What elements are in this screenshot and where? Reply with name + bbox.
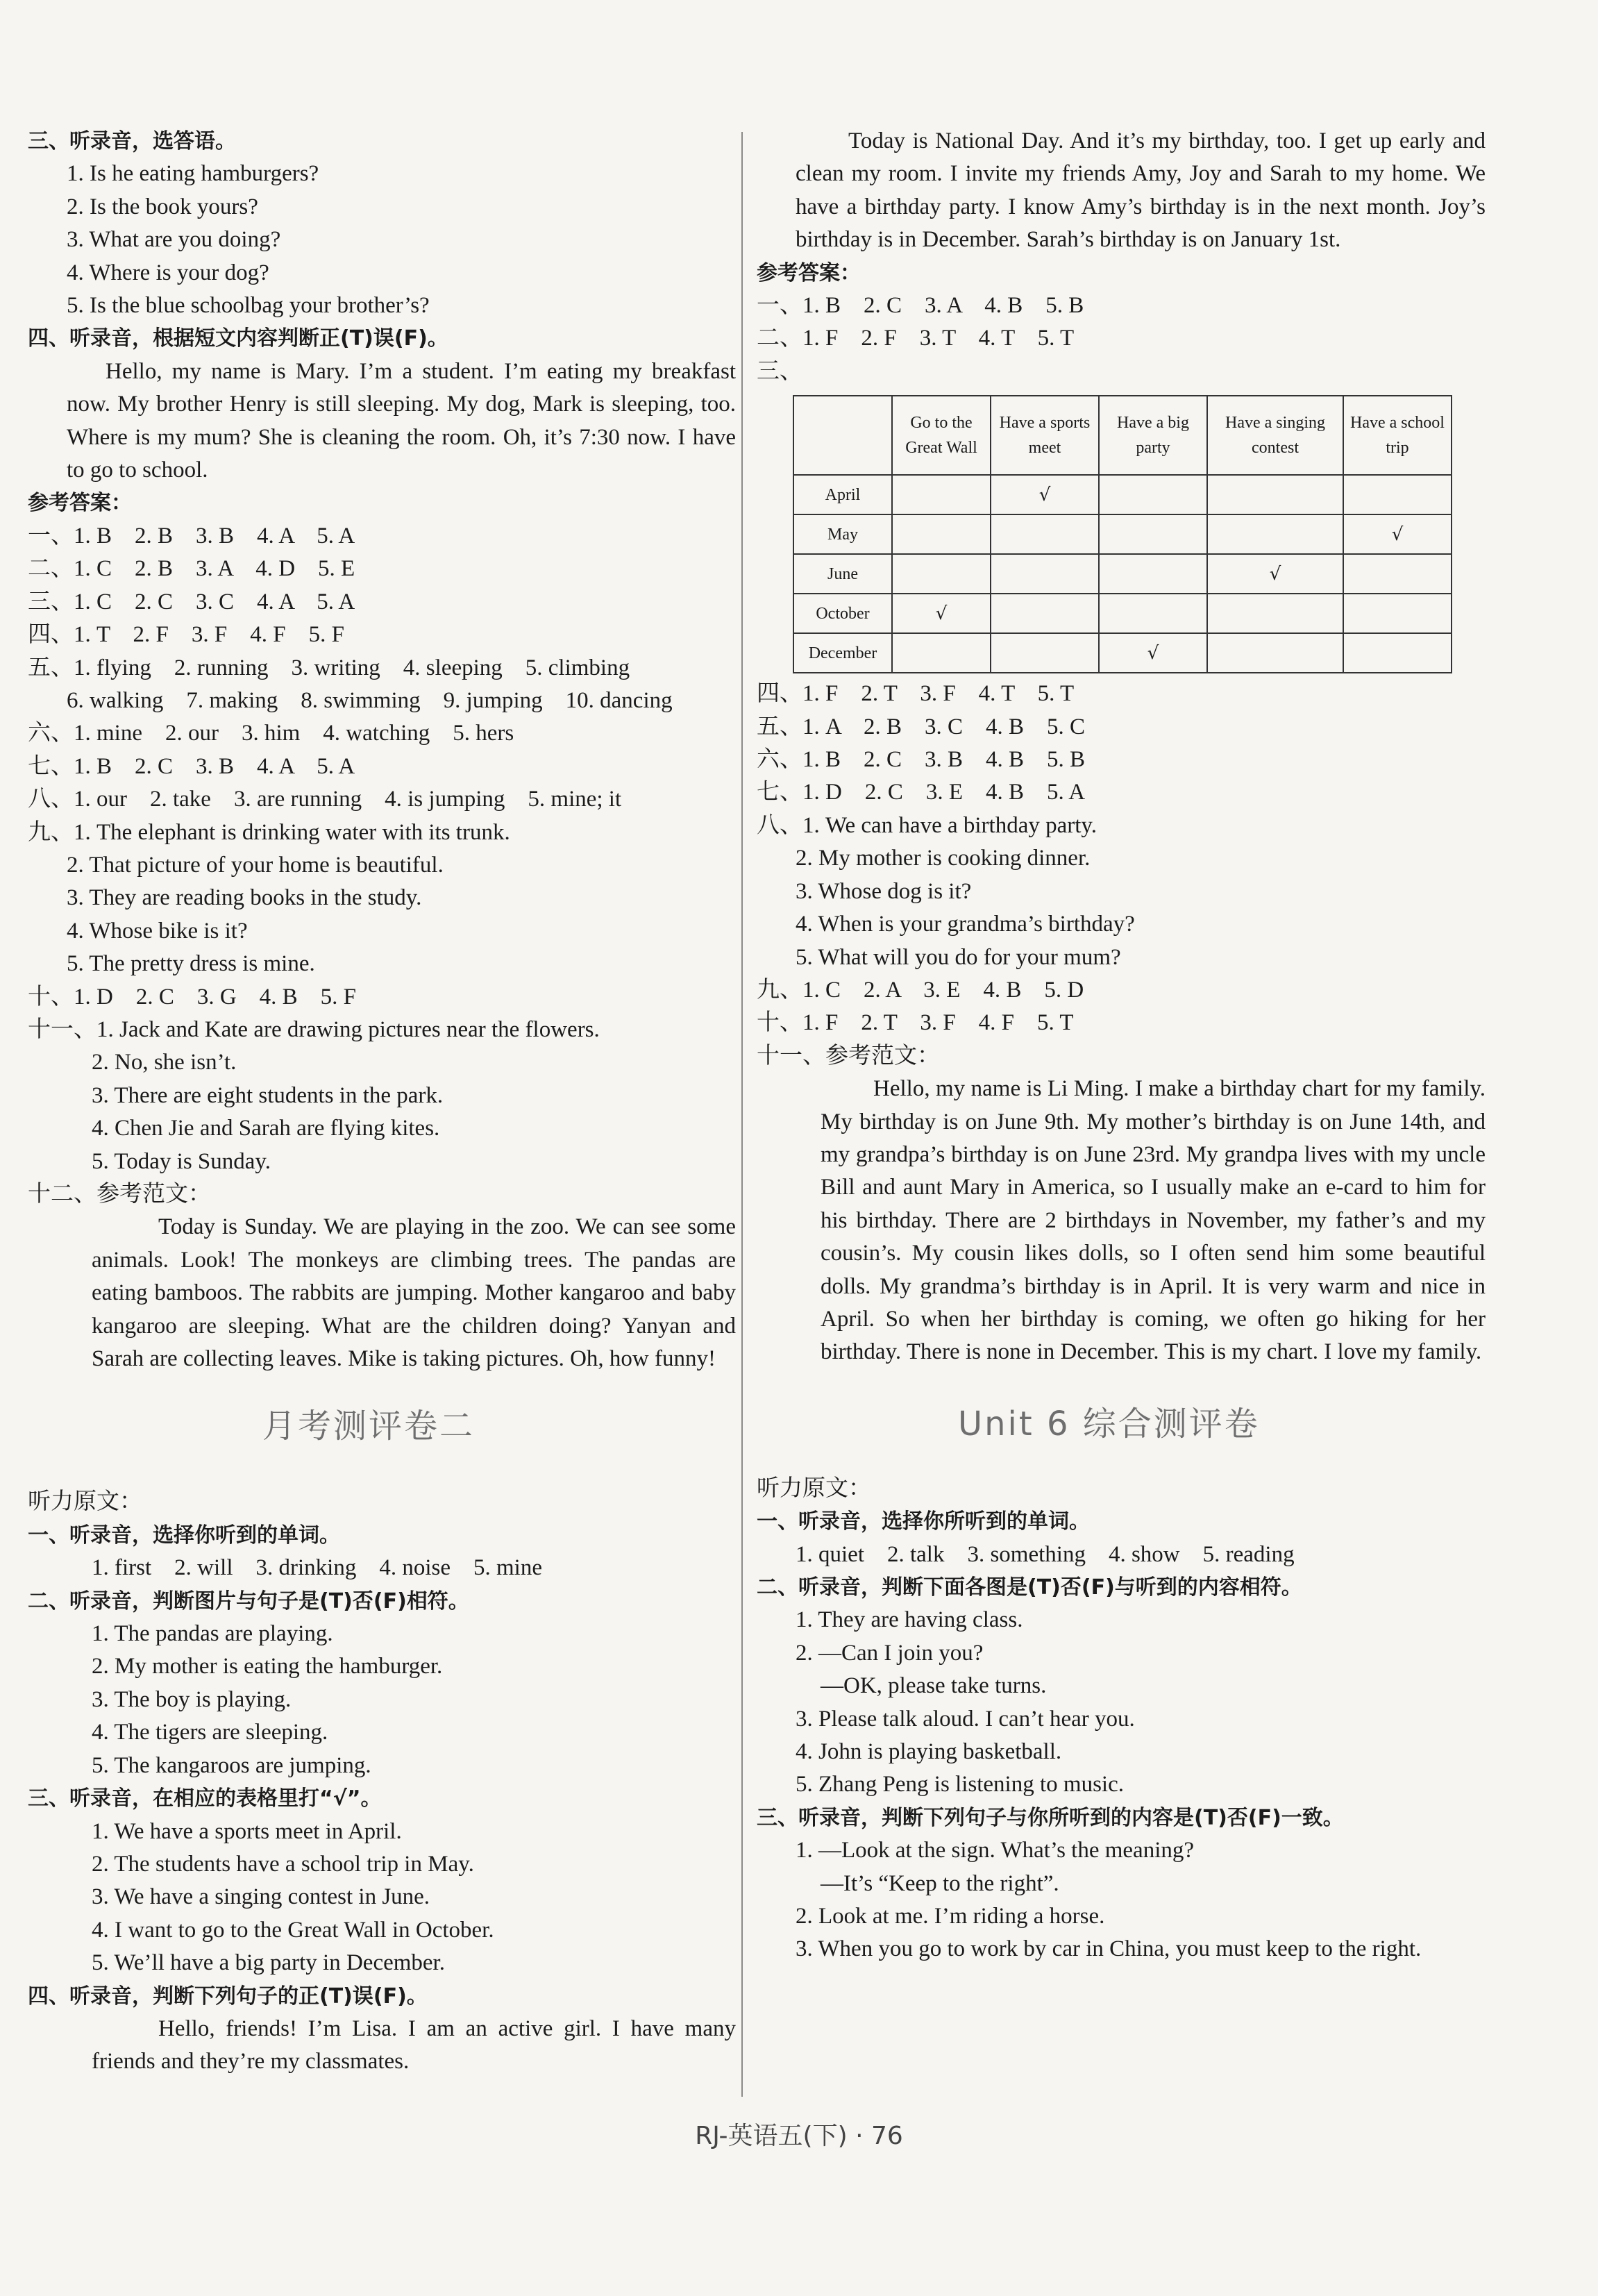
table-cell [1207, 475, 1343, 514]
answer-line: 八、1. We can have a birthday party. [757, 812, 1097, 838]
passage: Hello, my name is Mary. I’m a student. I’m eating my breakfast now. My brother Henry is still sleeping. My dog, Mark is sleeping, too. Where is my mum? She is cleaning the room. Oh, it’s 7:30 now. I have to go to school. [67, 358, 736, 483]
answer-line: 六、1. B 2. C 3. B 4. B 5. B [757, 747, 1086, 773]
answer-line: 五、1. A 2. B 3. C 4. B 5. C [757, 714, 1086, 739]
month-cell: June [793, 554, 892, 594]
list-item: 5. We’ll have a big party in December. [92, 1950, 445, 1976]
list-item: 1. We have a sports meet in April. [92, 1818, 402, 1844]
table-label: 三、 [757, 358, 802, 384]
list-item: 1. first 2. will 3. drinking 4. noise 5. mine [92, 1555, 542, 1581]
table-header-cell: Go to the Great Wall [892, 396, 991, 475]
table-row [793, 554, 1452, 594]
list-item: 4. I want to go to the Great Wall in October. [92, 1917, 494, 1943]
activity-table [793, 395, 1452, 673]
table-cell [1207, 594, 1343, 633]
table-row [793, 514, 1452, 554]
answer-line: 3. Whose dog is it? [796, 878, 972, 904]
month-cell: October [793, 594, 892, 633]
heading: 三、听录音，判断下列句子与你所听到的内容是(T)否(F)一致。 [757, 1805, 1344, 1830]
list-item: 1. They are having class. [796, 1607, 1023, 1633]
list-item: 3. The boy is playing. [92, 1686, 292, 1712]
table-cell [1099, 475, 1207, 514]
table-cell [991, 554, 1099, 594]
answers-heading: 参考答案： [757, 260, 861, 285]
table-cell [1207, 633, 1343, 673]
list-item: 2. Is the book yours? [67, 194, 258, 219]
table-row [793, 475, 1452, 514]
answers-heading: 参考答案： [28, 491, 132, 516]
list-item: 5. The kangaroos are jumping. [92, 1752, 371, 1778]
table-cell [991, 514, 1099, 554]
page-footer: RJ-英语五(下) · 76 [695, 2122, 903, 2150]
heading: 二、听录音，判断图片与句子是(T)否(F)相符。 [28, 1589, 469, 1614]
answer-line: 四、1. T 2. F 3. F 4. F 5. F [28, 622, 344, 648]
section-title: Unit 6 综合测评卷 [958, 1404, 1260, 1443]
month-cell: May [793, 514, 892, 554]
list-item: 5. Zhang Peng is listening to music. [796, 1772, 1124, 1798]
table-cell [1099, 554, 1207, 594]
answer-line: 十一、参考范文： [757, 1043, 940, 1069]
answer-line: 3. There are eight students in the park. [92, 1082, 444, 1108]
listening-label: 听力原文： [28, 1489, 142, 1515]
table-header-cell: Have a school trip [1343, 396, 1452, 475]
table-corner [793, 396, 892, 475]
table-cell [1099, 594, 1207, 633]
table-header-cell: Have a singing contest [1207, 396, 1343, 475]
list-item: 4. Where is your dog? [67, 260, 269, 285]
answer-line: 6. walking 7. making 8. swimming 9. jumping 10. dancing [67, 687, 673, 713]
left-column [28, 125, 736, 2079]
table-cell [892, 514, 991, 554]
table-cell [991, 633, 1099, 673]
month-cell: December [793, 633, 892, 673]
answer-line: 二、1. C 2. B 3. A 4. D 5. E [28, 556, 355, 582]
answer-line: 八、1. our 2. take 3. are running 4. is jumping 5. mine; it [28, 787, 622, 812]
month-cell: April [793, 475, 892, 514]
list-item: —It’s “Keep to the right”. [821, 1870, 1059, 1896]
list-item: 2. Look at me. I’m riding a horse. [796, 1904, 1105, 1929]
essay: Hello, my name is Li Ming. I make a birthday chart for my family. My birthday is on June 9th. My mother’s birthday is on June 14th, and my grandpa’s birthday is on June 23rd. My grandpa lives with my uncle Bill and aunt Mary in America, so I usually make an e-card to him for his birthday. There are 2 birthdays in November, my father’s and my cousin’s. My cousin likes dolls, so I often send him some beautiful dolls. My grandma’s birthday is in April. It is very warm and nice in April. So when her birthday is coming, we often go hiking for her birthday. There is none in December. This is my chart. I love my family. [821, 1076, 1486, 1365]
answer-line: 4. Whose bike is it? [67, 918, 248, 944]
list-item: 3. We have a singing contest in June. [92, 1884, 430, 1910]
heading: 二、听录音，判断下面各图是(T)否(F)与听到的内容相符。 [757, 1575, 1302, 1600]
answer-line: 5. What will you do for your mum? [796, 944, 1121, 970]
listening-label: 听力原文： [757, 1475, 871, 1501]
passage: Today is National Day. And it’s my birthday, too. I get up early and clean my room. I invite my friends Amy, Joy and Sarah to my home. We have a birthday party. I know Amy’s birthday is in the next month. Joy’s birthday is in December. Sarah’s birthday is on January 1st. [796, 128, 1486, 253]
answer-line: 一、1. B 2. B 3. B 4. A 5. A [28, 523, 355, 548]
heading: 四、听录音，判断下列句子的正(T)误(F)。 [28, 1984, 428, 2009]
list-item: 3. What are you doing? [67, 227, 281, 253]
table-cell [1343, 633, 1452, 673]
check-mark: √ [892, 594, 991, 633]
check-mark: √ [1343, 514, 1452, 554]
passage: Hello, friends! I’m Lisa. I am an active girl. I have many friends and they’re my classmates. [92, 2016, 736, 2075]
answer-line: 七、1. B 2. C 3. B 4. A 5. A [28, 753, 355, 779]
list-item: 4. The tigers are sleeping. [92, 1720, 328, 1745]
answer-line: 六、1. mine 2. our 3. him 4. watching 5. hers [28, 721, 514, 746]
answer-line: 四、1. F 2. T 3. F 4. T 5. T [757, 681, 1075, 707]
table-cell [1099, 514, 1207, 554]
table-cell [892, 554, 991, 594]
answer-line: 5. The pretty dress is mine. [67, 951, 315, 977]
answer-line: 2. No, she isn’t. [92, 1050, 237, 1075]
answer-line: 二、1. F 2. F 3. T 4. T 5. T [757, 326, 1075, 351]
table-header-cell: Have a sports meet [991, 396, 1099, 475]
heading: 四、听录音，根据短文内容判断正(T)误(F)。 [28, 326, 448, 351]
table-header-row [793, 396, 1452, 475]
list-item: 5. Is the blue schoolbag your brother’s? [67, 293, 430, 319]
heading: 一、听录音，选择你听到的单词。 [28, 1523, 340, 1548]
answer-line: 七、1. D 2. C 3. E 4. B 5. A [757, 780, 1086, 805]
table-cell [991, 594, 1099, 633]
answer-line: 十、1. D 2. C 3. G 4. B 5. F [28, 984, 357, 1009]
list-item: 3. When you go to work by car in China, you must keep to the right. [796, 1936, 1422, 1962]
answer-line: 5. Today is Sunday. [92, 1148, 271, 1174]
answer-line: 2. That picture of your home is beautiful. [67, 852, 444, 878]
answer-line: 十一、1. Jack and Kate are drawing pictures near the flowers. [28, 1016, 600, 1042]
table-cell [892, 633, 991, 673]
list-item: 4. John is playing basketball. [796, 1739, 1062, 1765]
table-row [793, 594, 1452, 633]
table-header-cell: Have a big party [1099, 396, 1207, 475]
list-item: 2. —Can I join you? [796, 1640, 984, 1666]
answer-line: 3. They are reading books in the study. [67, 885, 422, 911]
right-column [757, 125, 1486, 1966]
list-item: 3. Please talk aloud. I can’t hear you. [796, 1706, 1135, 1732]
list-item: 2. The students have a school trip in May. [92, 1851, 474, 1877]
column-divider [741, 132, 743, 2097]
essay: Today is Sunday. We are playing in the zoo. We can see some animals. Look! The monkeys are climbing trees. The pandas are eating bamboos. The rabbits are jumping. Mother kangaroo and baby kangaroo are sleeping. What are the children doing? Yanyan and Sarah are collecting leaves. Mike is taking pictures. Oh, how funny! [92, 1214, 736, 1372]
heading: 三、听录音，选答语。 [28, 129, 236, 153]
list-item: 1. The pandas are playing. [92, 1621, 333, 1647]
answer-line: 十二、参考范文： [28, 1182, 211, 1207]
answer-line: 2. My mother is cooking dinner. [796, 846, 1091, 871]
answer-line: 三、1. C 2. C 3. C 4. A 5. A [28, 589, 355, 614]
table-cell [892, 475, 991, 514]
answer-line: 九、1. C 2. A 3. E 4. B 5. D [757, 977, 1084, 1003]
list-item: —OK, please take turns. [821, 1673, 1047, 1699]
answer-line: 一、1. B 2. C 3. A 4. B 5. B [757, 293, 1084, 319]
answer-line: 十、1. F 2. T 3. F 4. F 5. T [757, 1010, 1074, 1036]
table-cell [1343, 475, 1452, 514]
list-item: 1. Is he eating hamburgers? [67, 161, 319, 187]
table-row [793, 633, 1452, 673]
list-item: 1. quiet 2. talk 3. something 4. show 5. reading [796, 1541, 1295, 1567]
list-item: 2. My mother is eating the hamburger. [92, 1654, 443, 1679]
list-item: 1. —Look at the sign. What’s the meaning? [796, 1838, 1195, 1863]
check-mark: √ [1099, 633, 1207, 673]
check-mark: √ [1207, 554, 1343, 594]
table-cell [1207, 514, 1343, 554]
answer-line: 4. When is your grandma’s birthday? [796, 912, 1135, 937]
table-cell [1343, 554, 1452, 594]
answer-line: 4. Chen Jie and Sarah are flying kites. [92, 1116, 440, 1141]
heading: 一、听录音，选择你所听到的单词。 [757, 1509, 1090, 1534]
check-mark: √ [991, 475, 1099, 514]
answer-line: 五、1. flying 2. running 3. writing 4. sleeping 5. climbing [28, 655, 630, 680]
heading: 三、听录音，在相应的表格里打“√”。 [28, 1786, 382, 1811]
section-title: 月考测评卷二 [262, 1407, 476, 1446]
table-cell [1343, 594, 1452, 633]
answer-line: 九、1. The elephant is drinking water with its trunk. [28, 819, 510, 845]
